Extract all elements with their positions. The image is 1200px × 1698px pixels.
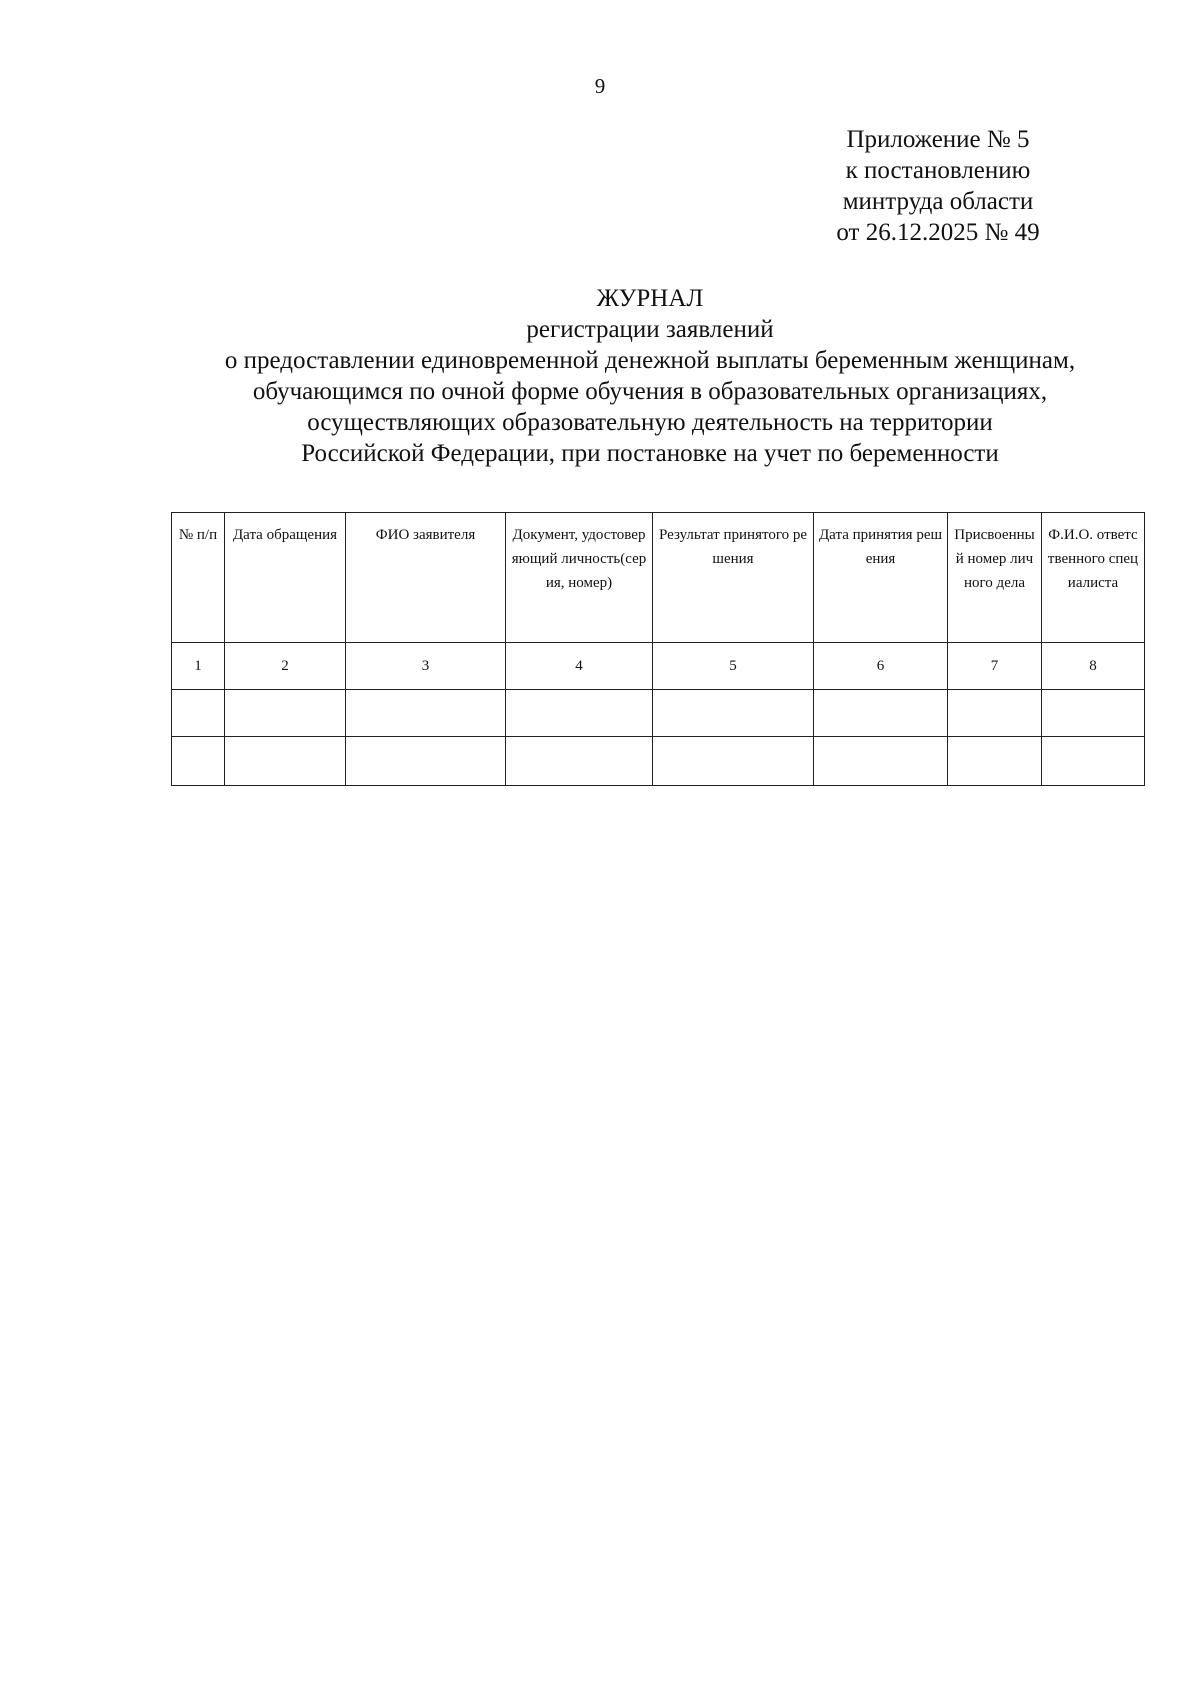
- table-row: [172, 643, 1145, 690]
- column-number-cell: 3: [346, 643, 506, 690]
- title-heading: ЖУРНАЛ: [596, 285, 704, 312]
- table-cell: [1042, 737, 1145, 786]
- column-number-cell: 2: [225, 643, 346, 690]
- table-cell: [1042, 690, 1145, 737]
- column-number-cell: 5: [653, 643, 814, 690]
- table-header-row: [172, 513, 1145, 643]
- column-number-cell: 4: [506, 643, 653, 690]
- table-cell: [225, 737, 346, 786]
- title-line: осуществляющих образовательную деятельность на территории: [307, 409, 993, 436]
- document-title: [150, 283, 1150, 469]
- table-cell: [506, 690, 653, 737]
- header-cell-application-date: Дата обращения: [225, 513, 346, 643]
- table-cell: [346, 690, 506, 737]
- table-row: [172, 737, 1145, 786]
- table-cell: [948, 737, 1042, 786]
- appendix-reference: [800, 124, 1076, 248]
- appendix-line: к постановлению: [845, 157, 1031, 184]
- title-line: о предоставлении единовременной денежной выплаты беременным женщинам,: [224, 347, 1076, 374]
- title-line: регистрации заявлений: [526, 316, 774, 343]
- header-cell-case-number: Присвоенный номер личного дела: [948, 513, 1042, 643]
- table-cell: [653, 737, 814, 786]
- column-number-cell: 6: [814, 643, 948, 690]
- title-line: обучающимся по очной форме обучения в образовательных организациях,: [252, 378, 1048, 405]
- column-number-cell: 7: [948, 643, 1042, 690]
- header-cell-number: № п/п: [172, 513, 225, 643]
- header-cell-identity-document: Документ, удостоверяющий личность(серия, номер): [506, 513, 653, 643]
- table-cell: [814, 690, 948, 737]
- table-cell: [172, 737, 225, 786]
- header-cell-decision-date: Дата принятия решения: [814, 513, 948, 643]
- table-cell: [653, 690, 814, 737]
- table-cell: [814, 737, 948, 786]
- appendix-line: Приложение № 5: [846, 126, 1030, 153]
- column-number-cell: 1: [172, 643, 225, 690]
- table-cell: [172, 690, 225, 737]
- table-row: [172, 690, 1145, 737]
- table-cell: [346, 737, 506, 786]
- appendix-line: минтруда области: [842, 188, 1034, 215]
- table-cell: [948, 690, 1042, 737]
- table-cell: [225, 690, 346, 737]
- column-number-cell: 8: [1042, 643, 1145, 690]
- page-number: 9: [594, 74, 606, 98]
- table-cell: [506, 737, 653, 786]
- appendix-line: от 26.12.2025 № 49: [836, 219, 1040, 246]
- title-line: Российской Федерации, при постановке на учет по беременности: [301, 440, 999, 467]
- header-cell-decision-result: Результат принятого решения: [653, 513, 814, 643]
- header-cell-responsible-specialist: Ф.И.О. ответственного специалиста: [1042, 513, 1145, 643]
- header-cell-applicant-name: ФИО заявителя: [346, 513, 506, 643]
- registration-journal-table: [171, 512, 1145, 786]
